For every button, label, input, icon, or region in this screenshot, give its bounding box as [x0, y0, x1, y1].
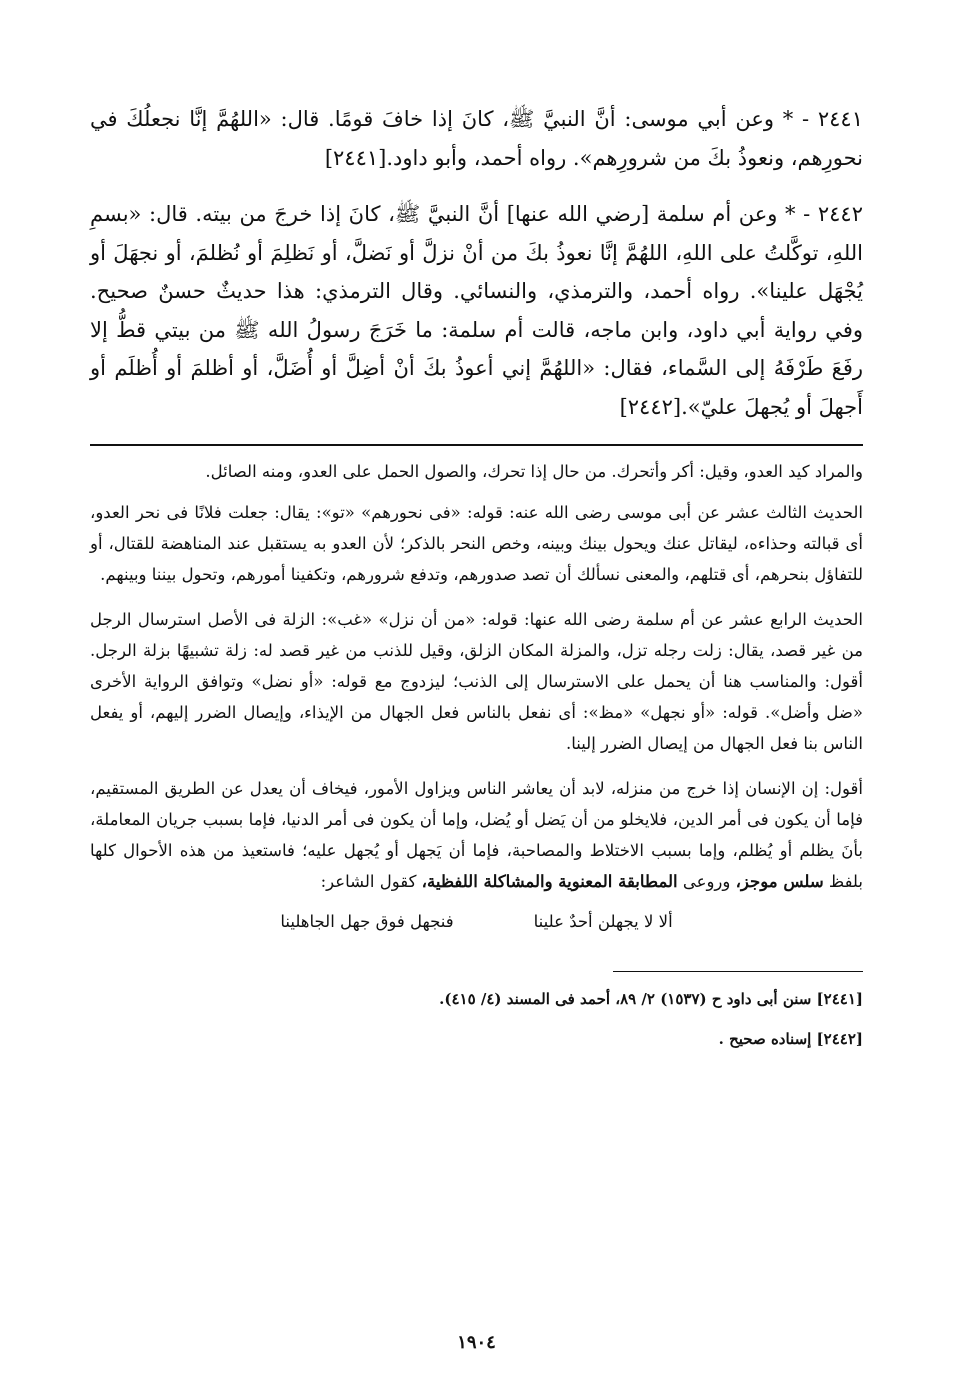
conclusion-bold: المطابقة المعنوية والمشاكلة اللفظية،	[421, 872, 678, 891]
footnote: [٢٤٤٢] إسناده صحيح .	[718, 1030, 863, 1048]
verse-hemistich: فنجهل فوق جهل الجاهلينا	[280, 912, 454, 931]
poetry-verse	[90, 907, 863, 937]
page-number: ١٩٠٤	[457, 1332, 496, 1353]
commentary-paragraph: الحديث الثالث عشر عن أبى موسى رضى الله عنه: قوله: «فى نحورهم» «تو»: يقال: جعلت فلانًا فى نحر العدو، أى قبالته وحذاءه، ليقاتل عنك ويحول بينك وبينه، وخص النحر بالذكر؛ لأن العدو به يستقبل عند المناهضة للقتال، أو للتفاؤل بنحرهم، أى قتلهم، والمعنى نسألك أن تصد صدورهم، وتدفع شرورهم، وتكفينا أمورهم، وتحول بيننا وبينهم.	[90, 503, 863, 584]
commentary-paragraph: الحديث الرابع عشر عن أم سلمة رضى الله عنها: قوله: «من أن نزل» «غب»: الزلة فى الأصل استرسال الرجل من غير قصد، يقال: زلت رجله تزل، والمزلة المكان الزلق، وقيل للذنب من غير قصد له: زلة تشبيهًا بزلة الرجل. أقول: والمناسب هنا أن يحمل على الاسترسال إلى الذنب؛ ليزدوج مع قوله: «أو نضل» وتوافق الرواية الأخرى «ضل وأضل». قوله: «أو نجهل» «مظ»: أى نفعل بالناس فعل الجهال من الإيذاء، وإيصال الضرر إليهم، أو يفعل الناس بنا فعل الجهال من إيصال الضرر إلينا.	[90, 610, 863, 753]
footnote: [٢٤٤١] سنن أبى داود ح (١٥٣٧) ٢/ ٨٩، أحمد فى المسند (٤/ ٤١٥).	[439, 990, 863, 1008]
hadith-2442: ٢٤٤٢ - * وعن أم سلمة [رضي الله عنها] أنَّ النبيَّ ﷺ، كانَ إذا خرجَ من بيته. قال: «بسمِ اللهِ، توكَّلتُ على اللهِ، اللهُمَّ إنَّا نعوذُ بكَ من أنْ نزلَّ أو نَضلَّ، أو نَظلِمَ أو نُظلمَ، أو نجهَلَ أو يُجْهَل علينا». رواه أحمد، والترمذي، والنسائي. وقال الترمذي: هذا حديثٌ حسنٌ صحيح. وفي رواية أبي داود، وابن ماجه، قالت أم سلمة: ما خَرَجَ رسولُ الله ﷺ من بيتي قطُّ إلا رفَعَ طَرْفَهُ إلى السَّماء، فقال: «اللهُمَّ إني أعوذُ بكَ أنْ أضِلَّ أو أُضَلَّ، أو أظلمَ أو أُظلَم أو أَجهلَ أو يُجهلَ عليّ».[٢٤٤٢]	[90, 202, 863, 419]
section-divider	[90, 444, 863, 446]
footnote-divider	[613, 971, 863, 972]
conclusion-bold: سلس موجز،	[735, 872, 824, 891]
conclusion-text: وروعى	[682, 872, 731, 891]
commentary-conclusion	[90, 773, 863, 897]
hadith-2441: ٢٤٤١ - * وعن أبي موسى: أنَّ النبيَّ ﷺ، كانَ إذا خافَ قومًا. قال: «اللهُمَّ إنَّا نجعلُكَ في نحورِهم، ونعوذُ بكَ من شرورِهم». رواه أحمد، وأبو داود.[٢٤٤١]	[90, 107, 863, 170]
book-page	[90, 100, 863, 1360]
verse-hemistich: ألا لا يجهلن أحدٌ علينا	[533, 912, 673, 931]
commentary-paragraph: والمراد كيد العدو، وقيل: أكر وأتحرك. من حال إذا تحرك، والصول الحمل على العدو، ومنه الصائل.	[205, 462, 863, 481]
conclusion-text: كقول الشاعر:	[320, 872, 417, 891]
conclusion-text: أقول: إن الإنسان إذا خرج من منزله، لابد أن يعاشر الناس ويزاول الأمور، فيخاف أن يعدل عن الطريق المستقيم، فإما أن يكون فى أمر الدين، فلايخلو من أن يَضل أو يُضل، وإما أن يكون فى أمر الدنيا، فإما بسبب جريان المعاملة، بأنَ يظلم أو يُظلم، وإما بسبب الاختلاط والمصاحبة، فإما أن يَجهل أو يُجهل عليه؛ فاستعيذ من هذه الأحوال كلها بلفظ	[90, 779, 863, 891]
